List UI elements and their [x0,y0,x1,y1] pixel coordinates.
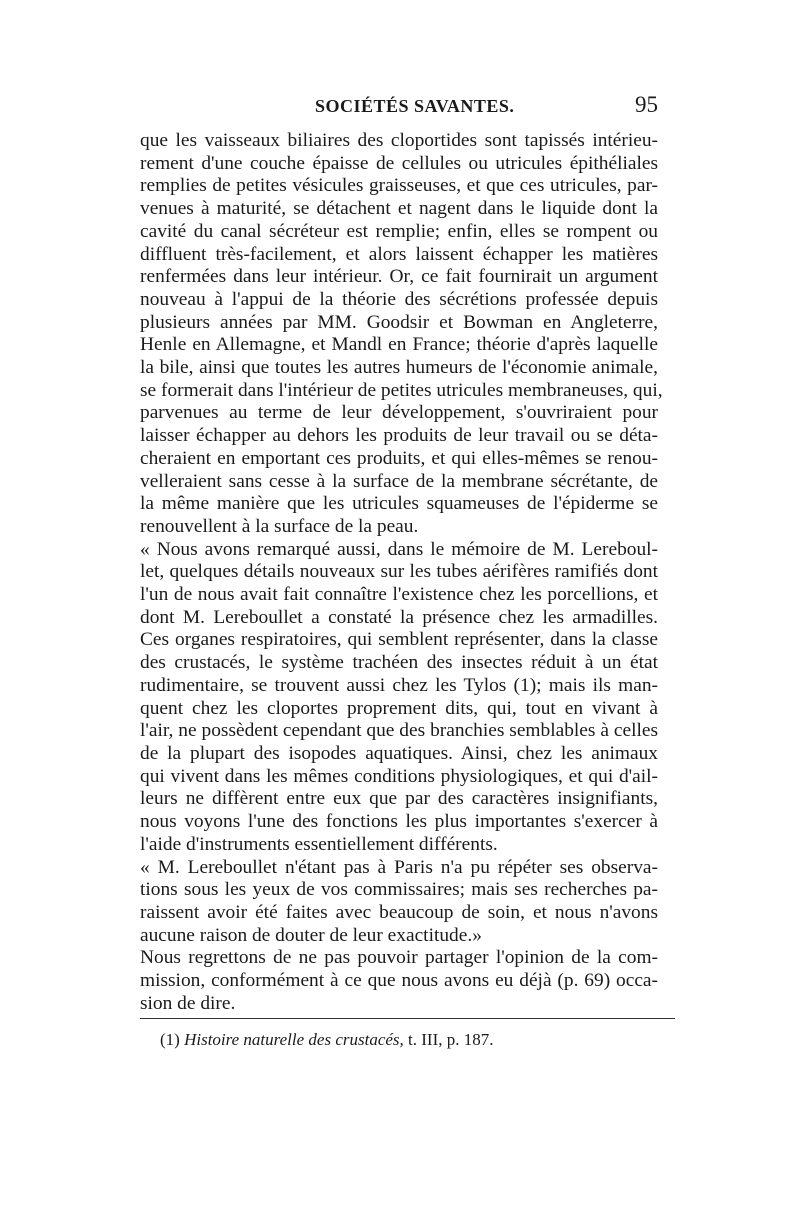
text-line: nous voyons l'une des fonctions les plus importantes s'exercer à [140,811,658,833]
text-line: sion de dire. [140,992,236,1014]
text-line: dont M. Lereboullet a constaté la présence chez les armadilles. [140,606,658,628]
text-line: velleraient sans cesse à la surface de la membrane sécrétante, de [140,470,658,492]
text-line: let, quelques détails nouveaux sur les tubes aérifères ramifiés dont [140,561,658,583]
text-line: mission, conformément à ce que nous avons eu déjà (p. 69) occa- [140,970,658,992]
page-number: 95 [635,92,658,117]
text-line: l'aide d'instruments essentiellement différents. [140,833,498,855]
text-line: laisser échapper au dehors les produits de leur travail ou se déta- [140,425,658,447]
text-line: rement d'une couche épaisse de cellules ou utricules épithéliales [140,152,658,174]
text-line: rudimentaire, se trouvent aussi chez les Tylos (1); mais ils man- [140,674,658,696]
footnote [160,1030,494,1050]
text-line: de la plupart des isopodes aquatiques. Ainsi, chez les animaux [140,742,658,764]
text-line: « M. Lereboullet n'étant pas à Paris n'a pu répéter ses observa- [140,856,658,878]
footnote-title: Histoire naturelle des crustacés, [184,1030,404,1049]
text-line: cheraient en emportant ces produits, et qui elles-mêmes se renou- [140,447,658,469]
text-line: tions sous les yeux de vos commissaires; mais ses recherches pa- [140,879,658,901]
text-line: parvenues au terme de leur développement, s'ouvriraient pour [140,402,658,424]
text-line: des crustacés, le système trachéen des insectes réduit à un état [140,652,658,674]
text-line: renfermées dans leur intérieur. Or, ce fait fournirait un argument [140,266,658,288]
text-line: remplies de petites vésicules graisseuses, et que ces utricules, par- [140,175,658,197]
text-line: Nous regrettons de ne pas pouvoir partager l'opinion de la com- [140,947,658,969]
body-text [140,130,663,1015]
text-line: l'un de nous avait fait connaître l'existence chez les porcellions, et [140,584,658,606]
text-line: Henle en Allemagne, et Mandl en France; théorie d'après laquelle [140,334,658,356]
text-line: la même manière que les utricules squameuses de l'épiderme se [140,493,658,515]
text-line: renouvellent à la surface de la peau. [140,515,419,537]
running-head: SOCIÉTÉS SAVANTES. [315,96,515,116]
text-line: Ces organes respiratoires, qui semblent représenter, dans la classe [140,629,658,651]
footnote-divider [140,1018,675,1019]
footnote-reference: t. III, p. 187. [408,1030,494,1049]
text-line: raissent avoir été faites avec beaucoup de soin, et nous n'avons [140,901,658,923]
text-line: plusieurs années par MM. Goodsir et Bowman en Angleterre, [140,311,658,333]
page-header [140,92,658,126]
text-line: que les vaisseaux biliaires des cloportides sont tapissés intérieu- [140,130,658,151]
text-line: diffluent très-facilement, et alors laissent échapper les matières [140,243,658,265]
text-line: cavité du canal sécréteur est remplie; enfin, elles se rompent ou [140,220,658,242]
text-line: leurs ne diffèrent entre eux que par des caractères insignifiants, [140,788,658,810]
footnote-marker: (1) [160,1030,180,1049]
text-line: l'air, ne possèdent cependant que des branchies semblables à celles [140,720,658,742]
text-line: se formerait dans l'intérieur de petites utricules membraneuses, qui, [140,379,663,401]
text-line: nouveau à l'appui de la théorie des sécrétions professée depuis [140,288,658,310]
text-line: quent chez les cloportes proprement dits, qui, tout en vivant à [140,697,658,719]
text-line: aucune raison de douter de leur exactitude.» [140,924,482,946]
text-line: la bile, ainsi que toutes les autres humeurs de l'économie animale, [140,357,658,379]
text-line: qui vivent dans les mêmes conditions physiologiques, et qui d'ail- [140,765,658,787]
text-line: « Nous avons remarqué aussi, dans le mémoire de M. Lereboul- [140,538,658,560]
text-line: venues à maturité, se détachent et nagent dans le liquide dont la [140,198,658,220]
